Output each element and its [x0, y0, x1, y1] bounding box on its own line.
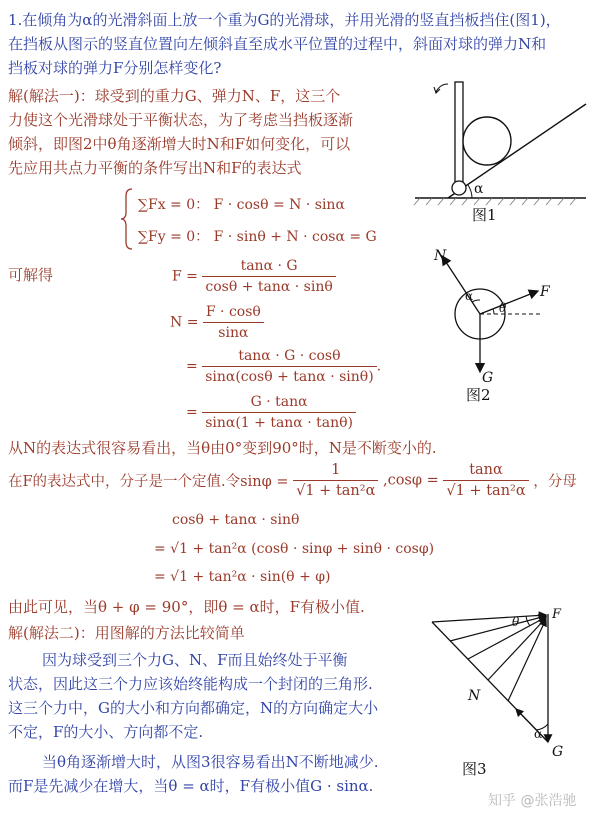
figure-3-F-label: F [552, 607, 562, 622]
figure-2-G-label: G [482, 370, 494, 384]
cosphi-label: ,cosφ = [382, 472, 439, 489]
figure-2-F-label: F [540, 284, 550, 300]
figure-2-caption: 图2 [466, 386, 491, 404]
min-conclusion: 由此可见，当θ + φ = 90°，即θ = α时，F有极小值. [8, 598, 365, 616]
problem-line-1: 1.在倾角为α的光滑斜面上放一个重为G的光滑球，并用光滑的竖直挡板挡住(图1)， [8, 11, 561, 29]
n2-period: . [376, 358, 382, 375]
method1-line-3: 倾斜，即图2中θ角逐渐增大时N和F如何变化，可以 [8, 135, 351, 153]
denominator-step2: = √1 + tan²α (cosθ · sinφ + sinθ · cosφ) [154, 541, 435, 557]
method2-line-7: 而F是先减少在增大，当θ = α时，F有极小值G · sinα. [8, 777, 374, 795]
cosphi-denominator: √1 + tan²α [446, 483, 526, 499]
f-intro-line [8, 462, 577, 499]
method2-line-3: 状态，因此这三个力应该始终能构成一个封闭的三角形. [8, 675, 373, 693]
f-lhs: F = [172, 268, 198, 285]
solve-label: 可解得 [8, 266, 54, 284]
f-expression [172, 258, 336, 295]
n3-numerator: G · tanα [202, 394, 356, 413]
figure-2-N-label: N [434, 248, 447, 264]
method2-line-5: 不定，F的大小、方向都不定. [8, 723, 204, 741]
method1-line-1: 解(解法一)：球受到的重力G、弹力N、F，这三个 [8, 87, 341, 105]
figure-1-alpha: α [474, 181, 484, 197]
figure-1-incline-diagram [410, 74, 600, 214]
figure-3-G-label: G [552, 744, 564, 760]
n-expression [170, 304, 264, 341]
figure-3-alpha: α [534, 727, 543, 741]
method1-line-4: 先应用共点力平衡的条件写出N和F的表达式 [8, 159, 302, 177]
n2-denominator: sinα(cosθ + tanα · sinθ) [205, 369, 374, 385]
method2-line-1: 解(解法二)：用图解的方法比较简单 [8, 624, 245, 642]
figure-2-alpha: α [465, 289, 474, 303]
sinphi-denominator: √1 + tan²α [296, 483, 376, 499]
figure-2-force-diagram [420, 244, 600, 384]
equals-sign-1: = [186, 358, 198, 375]
f-intro-tail: ，分母 [533, 474, 577, 490]
conclusion-n: 从N的表达式很容易看出，当θ由0°变到90°时，N是不断变小的. [8, 439, 437, 457]
n-expression-step2 [186, 348, 381, 385]
n-numerator: F · cosθ [203, 304, 264, 323]
n-denominator: sinα [218, 325, 249, 341]
figure-2-theta: θ [499, 301, 507, 315]
denominator-step3: = √1 + tan²α · sin(θ + φ) [154, 569, 331, 585]
cosphi-numerator: tanα [443, 462, 528, 481]
equation-sum-fy: ∑Fy = 0： F · sinθ + N · cosα = G [138, 229, 377, 245]
problem-line-2: 在挡板从图示的竖直位置向左倾斜直至成水平位置的过程中，斜面对球的弹力N和 [8, 35, 547, 53]
f-denominator: cosθ + tanα · sinθ [205, 279, 333, 295]
method2-line-6: 当θ角逐渐增大时，从图3很容易看出N不断地减少. [42, 753, 379, 771]
method1-line-2: 力使这个光滑球处于平衡状态，为了考虑当挡板逐渐 [8, 111, 354, 129]
watermark: 知乎 @张浩驰 [488, 793, 577, 809]
n3-denominator: sinα(1 + tanα · tanθ) [205, 415, 353, 431]
figure-3-caption: 图3 [462, 760, 487, 778]
figure-3-force-triangles [420, 604, 600, 764]
figure-3-theta: θ [512, 615, 520, 629]
f-numerator: tanα · G [202, 258, 335, 277]
n-expression-step3 [186, 394, 356, 431]
equation-brace [120, 188, 134, 250]
n2-numerator: tanα · G · cosθ [202, 348, 376, 367]
figure-1-caption: 图1 [472, 206, 497, 224]
sinphi-numerator: 1 [293, 462, 378, 481]
problem-line-3: 挡板对球的弹力F分别怎样变化? [8, 59, 222, 77]
method2-line-4: 这三个力中，G的大小和方向都确定，N的方向确定大小 [8, 699, 379, 717]
method2-line-2: 因为球受到三个力G、N、F而且始终处于平衡 [42, 651, 348, 669]
figure-3-N-label: N [468, 688, 481, 704]
denominator-step1: cosθ + tanα · sinθ [172, 512, 300, 528]
equals-sign-2: = [186, 404, 198, 421]
equation-sum-fx: ∑Fx = 0： F · cosθ = N · sinα [138, 197, 345, 213]
f-intro-text: 在F的表达式中，分子是一个定值.令sinφ = [8, 474, 289, 490]
n-lhs: N = [170, 314, 199, 331]
